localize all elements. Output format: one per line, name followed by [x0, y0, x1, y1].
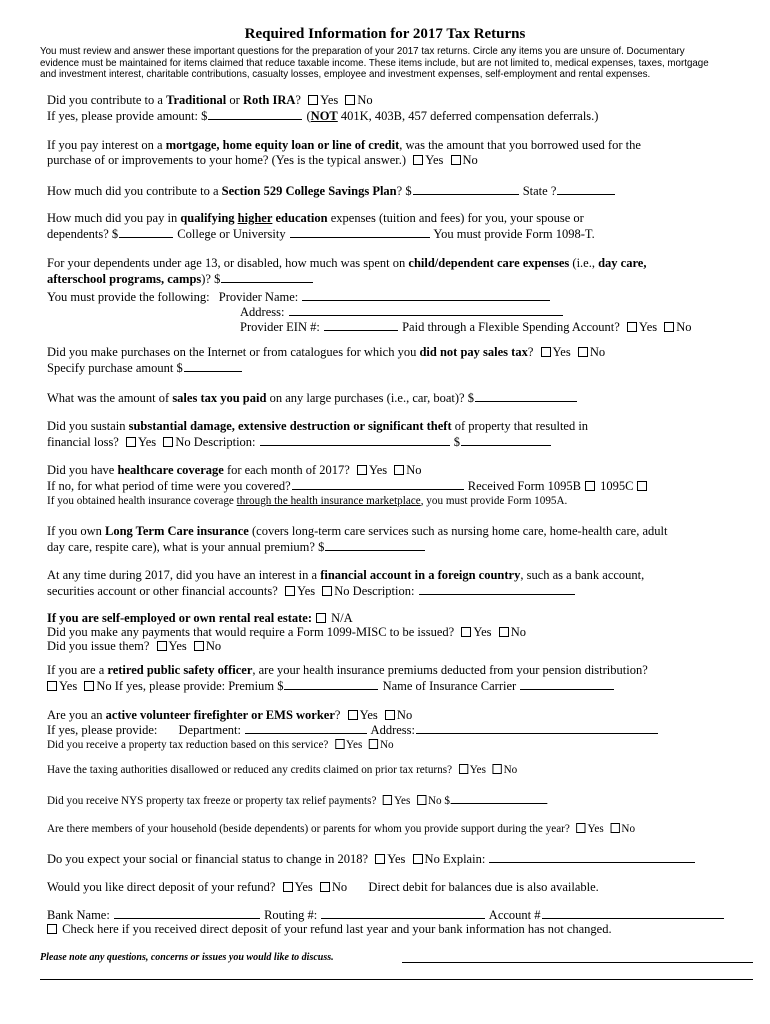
damage-amount-field[interactable] [461, 434, 551, 446]
ira-question: Did you contribute to a Traditional or Roth IRA? Yes No [47, 93, 373, 107]
provider-address-line: Address: [240, 304, 564, 320]
safety-no-checkbox[interactable] [84, 681, 94, 691]
internet-yes-checkbox[interactable] [541, 347, 551, 357]
status-yes-checkbox[interactable] [375, 854, 385, 864]
form-1095b-checkbox[interactable] [585, 481, 595, 491]
safety-premium-field[interactable] [284, 678, 378, 690]
notes-label: Please note any questions, concerns or issues you would like to discuss. [40, 952, 334, 963]
misc1099-no-checkbox[interactable] [499, 627, 509, 637]
health-marketplace-line: If you obtained health insurance coverage through the health insurance marketplace, you must provide Form 1095A. [47, 493, 568, 507]
provider-name-field[interactable] [302, 289, 550, 301]
foreign-question-cont: securities account or other financial accounts? Yes No Description: [47, 583, 576, 599]
foreign-no-checkbox[interactable] [322, 586, 332, 596]
plan529-state-field[interactable] [557, 183, 615, 195]
firefighter-details-line: If yes, please provide: Department: Address: [47, 722, 659, 738]
internet-amount-field[interactable] [184, 360, 242, 372]
damage-question: Did you sustain substantial damage, extensive destruction or significant theft of property that resulted in [47, 419, 589, 433]
childcare-provide-line: You must provide the following: Provider Name: [47, 289, 551, 305]
mortgage-no-checkbox[interactable] [451, 155, 461, 165]
selfemp-heading: If you are self-employed or own rental real estate: N/A [47, 611, 353, 625]
firefighter-reduction-line: Did you receive a property tax reduction based on this service? Yes No [47, 737, 394, 751]
plan529-amount-field[interactable] [413, 183, 519, 195]
college-field[interactable] [290, 226, 430, 238]
damage-yes-checkbox[interactable] [126, 437, 136, 447]
fsa-no-checkbox[interactable] [664, 322, 674, 332]
damage-description-field[interactable] [260, 434, 450, 446]
firefighter-question: Are you an active volunteer firefighter or EMS worker? Yes No [47, 708, 413, 722]
department-field[interactable] [245, 722, 367, 734]
foreign-yes-checkbox[interactable] [285, 586, 295, 596]
ira-yes-checkbox[interactable] [308, 95, 318, 105]
nys-question: Did you receive NYS property tax freeze or property tax relief payments? Yes No $ [47, 792, 549, 808]
health-question: Did you have healthcare coverage for each month of 2017? Yes No [47, 463, 422, 477]
plan529-question: How much did you contribute to a Section 529 College Savings Plan? $ State ? [47, 183, 616, 199]
status-no-checkbox[interactable] [413, 854, 423, 864]
notes-line-2[interactable] [40, 979, 753, 980]
ira-amount-field[interactable] [208, 108, 302, 120]
safety-yes-checkbox[interactable] [47, 681, 57, 691]
safety-question: If you are a retired public safety officer, are your health insurance premiums deducted from your pension distribution? [47, 663, 648, 677]
direct-deposit-checkbox[interactable] [47, 924, 57, 934]
provider-ein-field[interactable] [324, 319, 398, 331]
credits-question: Have the taxing authorities disallowed or reduced any credits claimed on prior tax returns? Yes No [47, 762, 518, 776]
issued-yes-checkbox[interactable] [157, 641, 167, 651]
foreign-description-field[interactable] [419, 583, 575, 595]
selfemp-issue-line: Did you issue them? Yes No [47, 639, 222, 653]
internet-question: Did you make purchases on the Internet or from catalogues for which you did not pay sales tax? Yes No [47, 345, 606, 359]
form-title: Required Information for 2017 Tax Returns [244, 26, 526, 42]
deposit-no-checkbox[interactable] [320, 882, 330, 892]
issued-no-checkbox[interactable] [194, 641, 204, 651]
foreign-question: At any time during 2017, did you have an interest in a financial account in a foreign country, such as a bank account, [47, 568, 645, 582]
deposit-question: Would you like direct deposit of your refund? Yes No Direct debit for balances due is also available. [47, 880, 599, 894]
household-no-checkbox[interactable] [610, 823, 619, 833]
status-question: Do you expect your social or financial status to change in 2018? Yes No Explain: [47, 851, 696, 867]
household-question: Are there members of your household (beside dependents) or parents for whom you provide support during the year? Yes No [47, 821, 636, 835]
childcare-amount-field[interactable] [221, 271, 313, 283]
internet-amount-line: Specify purchase amount $ [47, 360, 243, 376]
health-period-field[interactable] [292, 478, 464, 490]
fsa-yes-checkbox[interactable] [627, 322, 637, 332]
salestax-question: What was the amount of sales tax you paid on any large purchases (i.e., car, boat)? $ [47, 390, 578, 406]
firefighter-address-field[interactable] [416, 722, 658, 734]
health-period-line: If no, for what period of time were you covered? Received Form 1095B 1095C [47, 478, 649, 494]
account-number-field[interactable] [542, 907, 724, 919]
insurance-carrier-field[interactable] [520, 678, 614, 690]
damage-no-checkbox[interactable] [163, 437, 173, 447]
mortgage-question: If you pay interest on a mortgage, home equity loan or line of credit, was the amount that you borrowed used for the [47, 138, 641, 152]
selfemp-na-checkbox[interactable] [316, 613, 326, 623]
bank-name-field[interactable] [114, 907, 260, 919]
direct-deposit-check-line: Check here if you received direct deposit of your refund last year and your bank information has not changed. [47, 922, 612, 937]
nys-yes-checkbox[interactable] [383, 795, 392, 805]
nys-no-checkbox[interactable] [417, 795, 426, 805]
mortgage-question-cont: purchase of or improvements to your home? (Yes is the typical answer.) Yes No [47, 153, 478, 167]
ira-no-checkbox[interactable] [345, 95, 355, 105]
reduction-yes-checkbox[interactable] [335, 739, 344, 749]
misc1099-yes-checkbox[interactable] [461, 627, 471, 637]
notes-line-1[interactable] [402, 962, 753, 963]
safety-question-cont: Yes No If yes, please provide: Premium $ Name of Insurance Carrier [47, 678, 615, 694]
damage-question-cont: financial loss? Yes No Description: $ [47, 434, 552, 450]
ltc-premium-field[interactable] [325, 539, 425, 551]
ltc-question-cont: day care, respite care), what is your annual premium? $ [47, 539, 426, 555]
mortgage-yes-checkbox[interactable] [413, 155, 423, 165]
ira-amount-line: If yes, please provide amount: $ (NOT 401K, 403B, 457 deferred compensation deferrals.) [47, 109, 599, 123]
status-explain-field[interactable] [489, 851, 695, 863]
ltc-question: If you own Long Term Care insurance (covers long-term care services such as nursing home care, home-health care, adult [47, 524, 668, 538]
internet-no-checkbox[interactable] [578, 347, 588, 357]
education-amount-field[interactable] [119, 226, 173, 238]
provider-ein-line: Provider EIN #: Paid through a Flexible Spending Account? Yes No [240, 320, 692, 334]
firefighter-yes-checkbox[interactable] [348, 710, 358, 720]
childcare-question: For your dependents under age 13, or disabled, how much was spent on child/dependent care expenses (i.e., day care, [47, 256, 647, 270]
provider-address-field[interactable] [289, 304, 563, 316]
intro-paragraph: You must review and answer these important questions for the preparation of your 2017 tax returns. Circle any items you are unsure of. Documentary evidence must be maintained for items claimed that reduce taxable income. These items include, but are not limited to, medical expenses, taxes, mortgage and investment interest, charitable contributions, casualty losses, employee and investment expenses, self-employment and rental expenses. [40, 46, 709, 80]
form-1095c-checkbox[interactable] [637, 481, 647, 491]
salestax-amount-field[interactable] [475, 390, 577, 402]
reduction-no-checkbox[interactable] [369, 739, 378, 749]
health-yes-checkbox[interactable] [357, 465, 367, 475]
education-question-cont: dependents? $ College or University You must provide Form 1098-T. [47, 227, 595, 241]
household-yes-checkbox[interactable] [576, 823, 585, 833]
routing-number-field[interactable] [321, 907, 485, 919]
credits-yes-checkbox[interactable] [459, 764, 468, 774]
selfemp-1099-line: Did you make any payments that would require a Form 1099-MISC to be issued? Yes No [47, 625, 526, 639]
firefighter-no-checkbox[interactable] [385, 710, 395, 720]
bank-info-line: Bank Name: Routing #: Account # [47, 907, 725, 923]
deposit-yes-checkbox[interactable] [283, 882, 293, 892]
education-question: How much did you pay in qualifying higher education expenses (tuition and fees) for you, your spouse or [47, 211, 584, 225]
health-no-checkbox[interactable] [394, 465, 404, 475]
nys-amount-field[interactable] [451, 792, 548, 804]
childcare-question-cont: afterschool programs, camps)? $ [47, 271, 314, 287]
credits-no-checkbox[interactable] [492, 764, 501, 774]
